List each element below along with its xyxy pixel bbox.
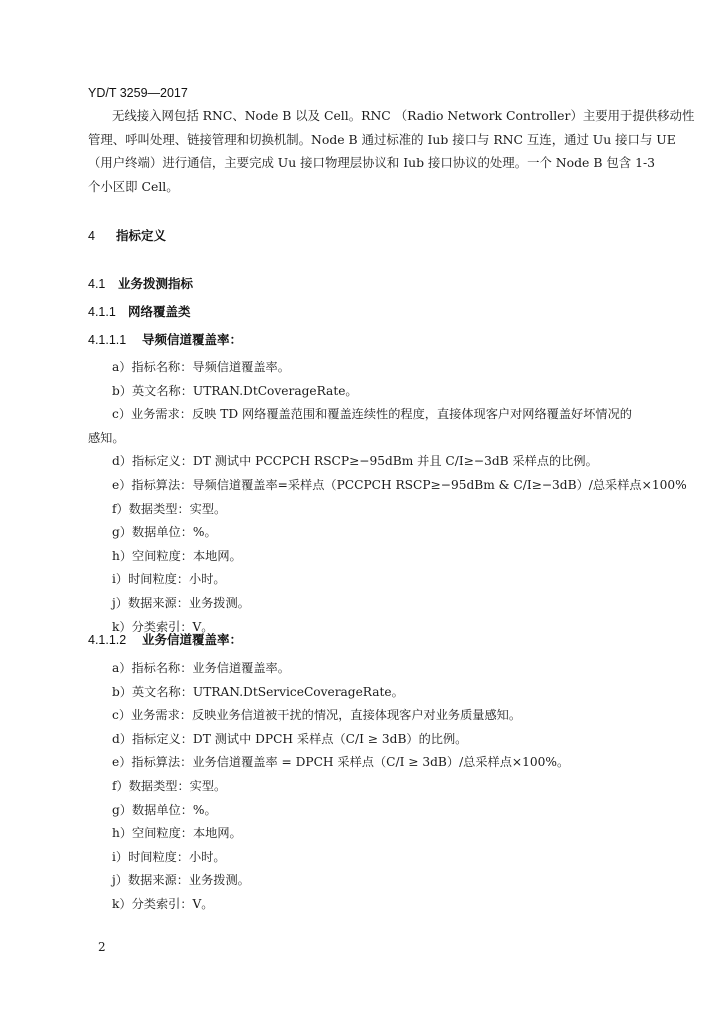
section-number: 4.1.1.2 [88,633,127,647]
intro-line: 管理、呼叫处理、链接管理和切换机制。Node B 通过标准的 Iub 接口与 RNC 互连，通过 Uu 接口与 UE [88,131,676,147]
section-title: 网络覆盖类 [128,305,191,319]
list-item: h）空间粒度：本地网。 [112,826,242,841]
intro-line: 无线接入网包括 RNC、Node B 以及 Cell。RNC （Radio Network Controller）主要用于提供移动性 [112,108,695,123]
list-item: h）空间粒度：本地网。 [112,548,242,563]
list-item: f）数据类型：实型。 [112,778,227,793]
section-number: 4.1 [88,277,106,291]
indicator-list-service-coverage [112,657,660,917]
list-item: d）指标定义：DT 测试中 DPCH 采样点（C/I ≥ 3dB）的比例。 [112,731,468,746]
list-item: e）指标算法：业务信道覆盖率 = DPCH 采样点（C/I ≥ 3dB）/总采样点×100%。 [112,755,570,770]
page-number: 2 [98,940,106,954]
list-item: a）指标名称：导频信道覆盖率。 [112,360,290,374]
section-title: 指标定义 [116,229,167,243]
list-item: c）业务需求：反映 TD 网络覆盖范围和覆盖连续性的程度，直接体现客户对网络覆盖好坏情况的 [112,407,632,422]
list-item: k）分类索引：V。 [112,896,214,911]
list-item: j）数据来源：业务拨测。 [112,595,250,610]
section-heading-4-1-1-2 [88,630,242,648]
list-item: i）时间粒度：小时。 [112,572,226,587]
list-item: g）数据单位：%。 [112,802,217,817]
list-item: j）数据来源：业务拨测。 [112,873,250,888]
section-title: 导频信道覆盖率： [142,333,243,347]
list-item: d）指标定义：DT 测试中 PCCPCH RSCP≥−95dBm 并且 C/I≥−3dB 采样点的比例。 [112,454,598,469]
intro-paragraph [88,104,695,198]
list-item: a）指标名称：业务信道覆盖率。 [112,661,290,675]
section-heading-4-1-1 [88,302,191,320]
section-number: 4.1.1 [88,305,116,319]
list-item: f）数据类型：实型。 [112,501,227,516]
list-item: k）分类索引：V。 [112,619,214,634]
section-title: 业务信道覆盖率： [142,633,243,647]
intro-line: 个小区即 Cell。 [88,178,179,194]
section-heading-4 [88,226,166,244]
list-item: e）指标算法：导频信道覆盖率=采样点（PCCPCH RSCP≥−95dBm & C/I≥−3dB）/总采样点×100% [112,477,687,492]
section-number: 4.1.1.1 [88,333,127,347]
list-item: c）业务需求：反映业务信道被干扰的情况，直接体现客户对业务质量感知。 [112,708,522,723]
indicator-list-pilot-coverage [88,356,687,639]
section-title: 业务拨测指标 [118,277,194,291]
list-item: b）英文名称：UTRAN.DtServiceCoverageRate。 [112,684,404,699]
list-item: g）数据单位：%。 [112,525,217,540]
section-heading-4-1-1-1 [88,330,242,348]
document-header-id: YD/T 3259—2017 [88,86,188,100]
list-item: i）时间粒度：小时。 [112,849,226,864]
intro-line: （用户终端）进行通信，主要完成 Uu 接口物理层协议和 Iub 接口协议的处理。一个 Node B 包含 1-3 [88,155,656,171]
list-item: b）英文名称：UTRAN.DtCoverageRate。 [112,383,358,398]
section-number: 4 [88,229,95,243]
section-heading-4-1 [88,274,193,292]
list-item-continuation: 感知。 [88,430,125,445]
